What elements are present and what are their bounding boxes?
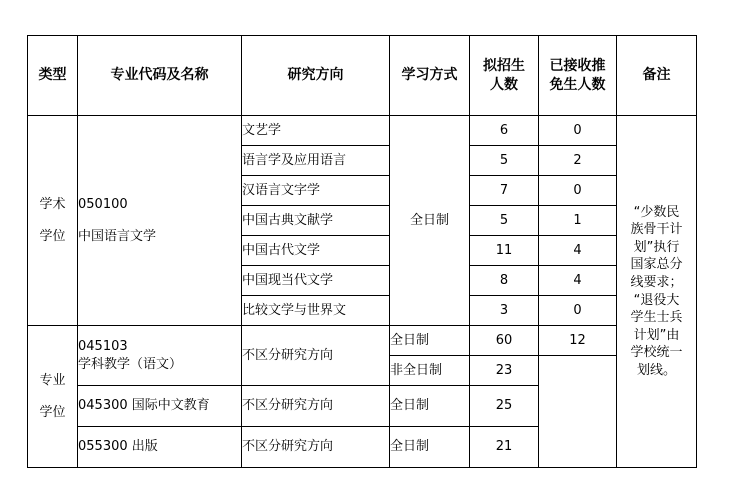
academic-major-name: 中国语言文学 <box>78 228 157 244</box>
direction-cell: 不区分研究方向 <box>242 427 390 468</box>
header-remark: 备注 <box>617 36 697 116</box>
mode-cell: 全日制 <box>390 427 470 468</box>
academic-mode-cell: 全日制 <box>390 116 470 326</box>
professional-major1-cell <box>78 326 242 386</box>
remark-line: 族骨干计 <box>630 222 683 238</box>
academic-type-line2: 学位 <box>39 228 66 244</box>
professional-major1-direction: 不区分研究方向 <box>242 326 390 386</box>
header-mode: 学习方式 <box>390 36 470 116</box>
professional-type-line1: 专业 <box>39 372 66 388</box>
planned-cell: 3 <box>470 296 539 326</box>
professional-major1-code: 045103 <box>78 338 128 354</box>
remark-cell <box>617 116 697 468</box>
mode-cell: 全日制 <box>390 326 470 356</box>
planned-cell: 5 <box>470 146 539 176</box>
header-row <box>28 36 697 116</box>
academic-type-line1: 学术 <box>39 196 66 212</box>
remark-line: 划”执行 <box>633 239 680 255</box>
direction-cell: 中国现当代文学 <box>242 266 390 296</box>
planned-cell: 7 <box>470 176 539 206</box>
header-exempt-line1: 已接收推 <box>549 57 606 74</box>
header-exempt <box>539 36 617 116</box>
planned-cell: 11 <box>470 236 539 266</box>
planned-cell: 5 <box>470 206 539 236</box>
academic-major-code: 050100 <box>78 196 128 212</box>
mode-cell: 非全日制 <box>390 356 470 386</box>
mode-cell: 全日制 <box>390 386 470 427</box>
header-direction: 研究方向 <box>242 36 390 116</box>
academic-type-cell <box>28 116 78 326</box>
exempt-cell: 4 <box>539 236 617 266</box>
direction-cell: 汉语言文字学 <box>242 176 390 206</box>
direction-cell: 中国古代文学 <box>242 236 390 266</box>
remark-line: 国家总分 <box>630 257 683 273</box>
remark-line: 学生士兵 <box>630 310 683 326</box>
direction-cell: 中国古典文献学 <box>242 206 390 236</box>
academic-type-spacer <box>28 214 77 228</box>
table-row <box>28 116 697 146</box>
exempt-cell: 4 <box>539 266 617 296</box>
planned-cell: 8 <box>470 266 539 296</box>
table-row <box>28 326 697 356</box>
professional-major3-cell: 055300 出版 <box>78 427 242 468</box>
academic-major-spacer <box>78 214 241 228</box>
professional-type-spacer <box>28 390 77 404</box>
exempt-cell: 2 <box>539 146 617 176</box>
planned-cell: 25 <box>470 386 539 427</box>
remark-line: 线要求； <box>630 274 683 290</box>
planned-cell: 23 <box>470 356 539 386</box>
planned-cell: 21 <box>470 427 539 468</box>
professional-type-cell <box>28 326 78 468</box>
remark-line: 划线。 <box>636 362 676 378</box>
header-major: 专业代码及名称 <box>78 36 242 116</box>
direction-cell: 不区分研究方向 <box>242 386 390 427</box>
exempt-cell: 12 <box>539 326 617 356</box>
exempt-cell: 1 <box>539 206 617 236</box>
professional-type-line2: 学位 <box>39 404 66 420</box>
header-planned-line1: 拟招生 <box>483 57 525 74</box>
remark-line: 学校统一 <box>630 345 683 361</box>
direction-cell: 文艺学 <box>242 116 390 146</box>
admissions-table <box>27 35 697 468</box>
exempt-cell-empty <box>539 356 617 468</box>
professional-major2-cell: 045300 国际中文教育 <box>78 386 242 427</box>
exempt-cell: 0 <box>539 176 617 206</box>
remark-line: 计划”由 <box>633 327 680 343</box>
header-exempt-line2: 免生人数 <box>549 76 606 93</box>
header-planned <box>470 36 539 116</box>
header-type: 类型 <box>28 36 78 116</box>
planned-cell: 60 <box>470 326 539 356</box>
direction-cell: 语言学及应用语言 <box>242 146 390 176</box>
exempt-cell: 0 <box>539 116 617 146</box>
header-planned-line2: 人数 <box>490 76 518 93</box>
academic-major-cell <box>78 116 242 326</box>
remark-line: “少数民 <box>633 204 680 220</box>
planned-cell: 6 <box>470 116 539 146</box>
professional-major1-name: 学科教学（语文） <box>78 356 183 372</box>
direction-cell: 比较文学与世界文 <box>242 296 390 326</box>
exempt-cell: 0 <box>539 296 617 326</box>
remark-line: “退役大 <box>633 292 680 308</box>
